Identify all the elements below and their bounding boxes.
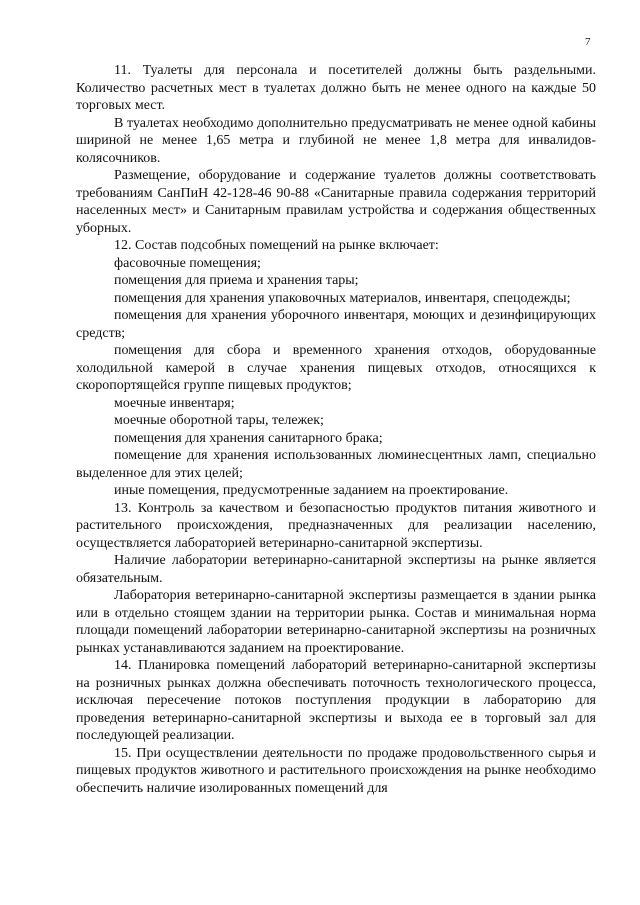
paragraph-toilets-requirements: Размещение, оборудование и содержание туалетов должны соответствовать требованиям СанПиН 42-128-46 90-88 «Санитарные правила содержания территорий населенных мест» и Санитарным правилам устройства и содержания общественных уборных.	[76, 168, 596, 236]
paragraph-13: 13. Контроль за качеством и безопасностью продуктов питания животного и растительного происхождения, предназначенных для реализации населению, осуществляется лабораторией ветеринарно-санитарной экспертизы.	[76, 500, 596, 551]
list-item: помещения для приема и хранения тары;	[114, 273, 359, 288]
list-item: помещения для хранения уборочного инвентаря, моющих и дезинфицирующих средств;	[76, 308, 596, 341]
list-item: моечные оборотной тары, тележек;	[114, 413, 324, 428]
paragraph-12: 12. Состав подсобных помещений на рынке включает:	[114, 238, 439, 253]
paragraph-11: 11. Туалеты для персонала и посетителей должны быть раздельными. Количество расчетных мест в туалетах должно быть не менее одного на каждые 50 торговых мест.	[76, 63, 596, 113]
document-body	[76, 62, 596, 797]
paragraph-toilets-disabled: В туалетах необходимо дополнительно предусматривать не менее одной кабины шириной не менее 1,65 метра и глубиной не менее 1,8 метра для инвалидов-колясочников.	[76, 115, 596, 166]
paragraph-14: 14. Планировка помещений лабораторий ветеринарно-санитарной экспертизы на розничных рынках должна обеспечивать поточность технологического процесса, исключая пересечение потоков поступления продукции в лабораторию для проведения ветеринарно-санитарной экспертизы и выхода ее в торговый зал для последующей реализации.	[76, 658, 596, 743]
list-item: иные помещения, предусмотренные заданием на проектирование.	[114, 483, 509, 498]
paragraph-15: 15. При осуществлении деятельности по продаже продовольственного сырья и пищевых продуктов животного и растительного происхождения на рынке необходимо обеспечить наличие изолированных помещений для	[76, 745, 596, 796]
paragraph-lab-location: Лаборатория ветеринарно-санитарной экспертизы размещается в здании рынка или в отдельно стоящем здании на территории рынка. Состав и минимальная норма площади помещений лаборатории ветеринарно-санитарной экспертизы на розничных рынках устанавливаются заданием на проектирование.	[76, 588, 596, 656]
list-item: помещения для хранения санитарного брака;	[114, 430, 383, 446]
list-item: моечные инвентаря;	[114, 395, 235, 411]
list-item: помещения для сбора и временного хранения отходов, оборудованные холодильной камерой в случае хранения пищевых отходов, относящихся к скоропортящейся группе пищевых продуктов;	[76, 343, 596, 393]
list-item: помещение для хранения использованных люминесцентных ламп, специально выделенное для этих целей;	[76, 448, 596, 481]
paragraph-lab-required: Наличие лаборатории ветеринарно-санитарной экспертизы на рынке является обязательным.	[76, 553, 596, 586]
page-number: 7	[585, 36, 591, 48]
list-item: помещения для хранения упаковочных материалов, инвентаря, спецодежды;	[114, 290, 571, 306]
list-item: фасовочные помещения;	[114, 255, 261, 271]
